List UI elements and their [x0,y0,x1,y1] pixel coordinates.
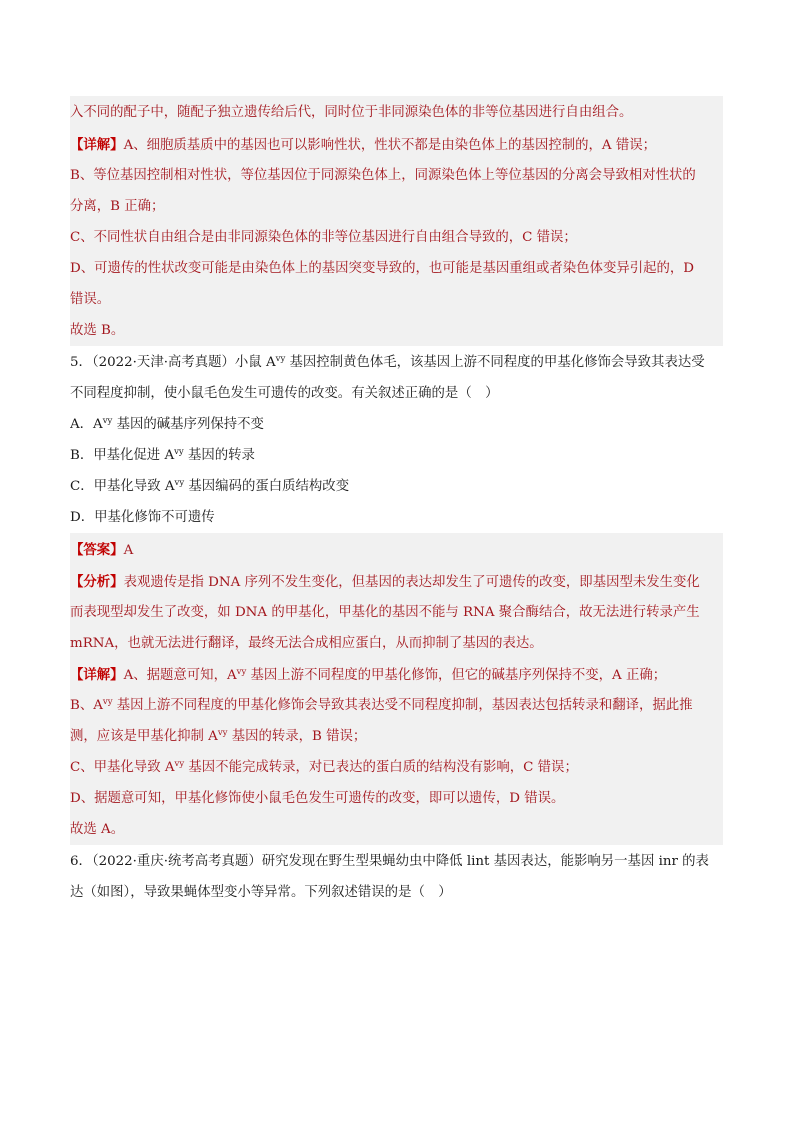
q5-detail-b2-sup: vy [217,728,228,738]
q5-opt-c-pre: C．甲基化导致 A [70,479,175,494]
explanation-prev-c: C、不同性状自由组合是由非同源染色体的非等位基因进行自由组合导致的，C 错误； [70,230,577,245]
q5-detail-b1-post: 基因上游不同程度的甲基化修饰会导致其表达受不同程度抑制，基因表达包括转录和翻译，据此推 [112,698,693,713]
q6-stem-line1: 6．（2022·重庆·统考高考真题）研究发现在野生型果蝇幼虫中降低 lint 基因表达，能影响另一基因 inr 的表 [70,854,709,869]
detail-label: 【详解】 [70,137,124,153]
explanation-prev-b2: 分离，B 正确； [70,199,165,214]
q5-opt-a-post: 基因的碱基序列保持不变 [112,417,264,432]
q5-detail-a [70,659,723,691]
q5-opt-b-post: 基因的转录 [183,448,255,463]
q5-detail-c-sup: vy [174,759,185,769]
explanation-prev-d2: 错误。 [70,292,111,307]
q5-detail-c-post: 基因不能完成转录，对已表达的蛋白质的结构没有影响，C 错误； [184,760,578,775]
q5-detail-d: D、据题意可知，甲基化修饰使小鼠毛色发生可遗传的改变，即可以遗传，D 错误。 [70,791,565,806]
explanation-prev-line1: 入不同的配子中，随配子独立遗传给后代，同时位于非同源染色体的非等位基因进行自由组合。 [70,105,633,120]
q5-detail-b2-pre: 测，应该是甲基化抑制 A [70,729,218,744]
q5-stem-sup: vy [275,354,286,364]
q5-detail-b1-pre: B、A [70,698,103,713]
explanation-prev-b1: B、等位基因控制相对性状，等位基因位于同源染色体上，同源染色体上等位基因的分离会导致相对性状的 [70,168,696,183]
q5-option-a [70,409,723,441]
explanation-prev-detail [70,129,723,161]
q5-detail-label: 【详解】 [70,667,124,683]
explanation-prev-conclusion: 故选 B。 [70,323,125,338]
q5-conclusion: 故选 A。 [70,822,125,837]
answer-label: 【答案】 [70,542,124,558]
q5-opt-c-post: 基因编码的蛋白质结构改变 [184,479,350,494]
q5-detail-b1-sup: vy [102,697,113,707]
analysis-label: 【分析】 [70,574,124,590]
analysis-text1: 表观遗传是指 DNA 序列不发生变化，但基因的表达却发生了可遗传的改变，即基因型未发生变化 [123,575,700,590]
q5-opt-b-sup: vy [174,447,184,457]
q5-stem-prefix: 5．（2022·天津·高考真题）小鼠 A [70,355,276,370]
q5-detail-c [70,752,723,784]
q5-stem-line2: 不同程度抑制，使小鼠毛色发生可遗传的改变。有关叙述正确的是（ ） [70,386,499,401]
q5-stem-rest: 基因控制黄色体毛，该基因上游不同程度的甲基化修饰会导致其表达受 [285,355,705,370]
q5-analysis-line2: 而表现型却发生了改变，如 DNA 的甲基化，甲基化的基因不能与 RNA 聚合酶结合，故无法进行转录产生 [70,605,700,620]
q6-stem-line2: 达（如图），导致果蝇体型变小等异常。下列叙述错误的是（ ） [70,885,452,900]
q5-opt-a-pre: A．A [70,417,103,432]
explanation-prev-d1: D、可遗传的性状改变可能是由染色体上的基因突变导致的，也可能是基因重组或者染色体变异引起的，D [70,261,695,276]
q5-detail-c-pre: C、甲基化导致 A [70,760,175,775]
q5-analysis-line1 [70,566,723,598]
q5-option-d: D．甲基化修饰不可遗传 [70,510,215,525]
q5-detail-b2-post: 基因的转录，B 错误； [227,729,367,744]
q5-detail-b2 [70,721,723,753]
q5-analysis-line3: mRNA，也就无法进行翻译，最终无法合成相应蛋白，从而抑制了基因的表达。 [70,636,543,651]
q5-opt-c-sup: vy [174,478,185,488]
q5-option-b [70,440,723,472]
q5-opt-a-sup: vy [102,416,113,426]
q5-detail-a-sup: vy [236,667,247,677]
q5-detail-a-post: 基因上游不同程度的甲基化修饰，但它的碱基序列保持不变，A 正确； [246,668,667,683]
q5-detail-b1 [70,690,723,722]
detail-a-text: A、细胞质基质中的基因也可以影响性状，性状不都是由染色体上的基因控制的，A 错误； [123,138,657,153]
q5-option-c [70,471,723,503]
q5-stem-line1 [70,347,723,379]
q5-answer [70,534,723,566]
q5-detail-a-pre: A、据题意可知，A [123,668,237,683]
answer-value: A [123,543,134,558]
q5-opt-b-pre: B．甲基化促进 A [70,448,175,463]
